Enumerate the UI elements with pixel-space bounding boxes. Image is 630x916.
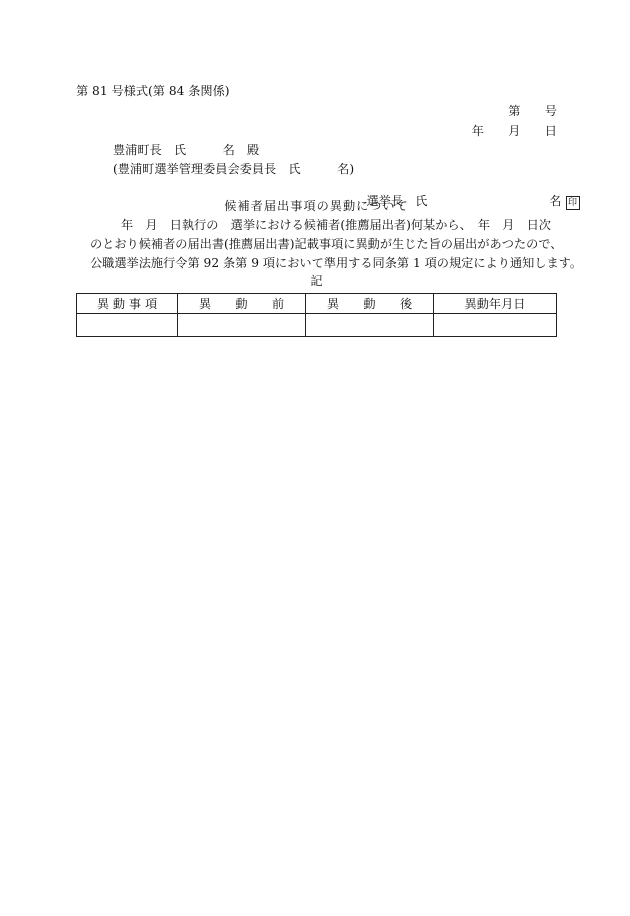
table-cell: [306, 314, 434, 337]
document-number: 第 号: [508, 104, 557, 118]
table-cell: [434, 314, 557, 337]
note-heading: 記: [310, 274, 323, 288]
column-header-change-date: 異動年月日: [434, 294, 557, 314]
body-line-1: 年 月 日執行の 選挙における候補者(推薦届出者)何某から、 年 月 日次: [121, 218, 551, 232]
change-table: [76, 293, 557, 337]
table-header-row: [77, 294, 557, 314]
document-date: 年 月 日: [471, 124, 557, 138]
table-row: [77, 314, 557, 337]
sender-name: 選挙長 氏 名: [366, 194, 562, 208]
addressee-committee-chair: (豊浦町選挙管理委員会委員長 氏 名): [113, 162, 355, 176]
document-title: 候補者届出事項の異動について: [224, 199, 409, 213]
column-header-after-change: 異 動 後: [306, 294, 434, 314]
table-cell: [77, 314, 178, 337]
body-line-3: 公職選挙法施行令第 92 条第 9 項において準用する同条第 1 項の規定により通知します。: [90, 256, 583, 270]
column-header-before-change: 異 動 前: [178, 294, 306, 314]
body-line-2: のとおり候補者の届出書(推薦届出書)記載事項に異動が生じた旨の届出があつたので、: [90, 237, 563, 251]
column-header-change-item: 異 動 事 項: [77, 294, 178, 314]
addressee-mayor: 豊浦町長 氏 名 殿: [113, 143, 260, 157]
form-number: 第 81 号様式(第 84 条関係): [76, 84, 230, 98]
table-cell: [178, 314, 306, 337]
seal-icon: 印: [566, 196, 580, 210]
